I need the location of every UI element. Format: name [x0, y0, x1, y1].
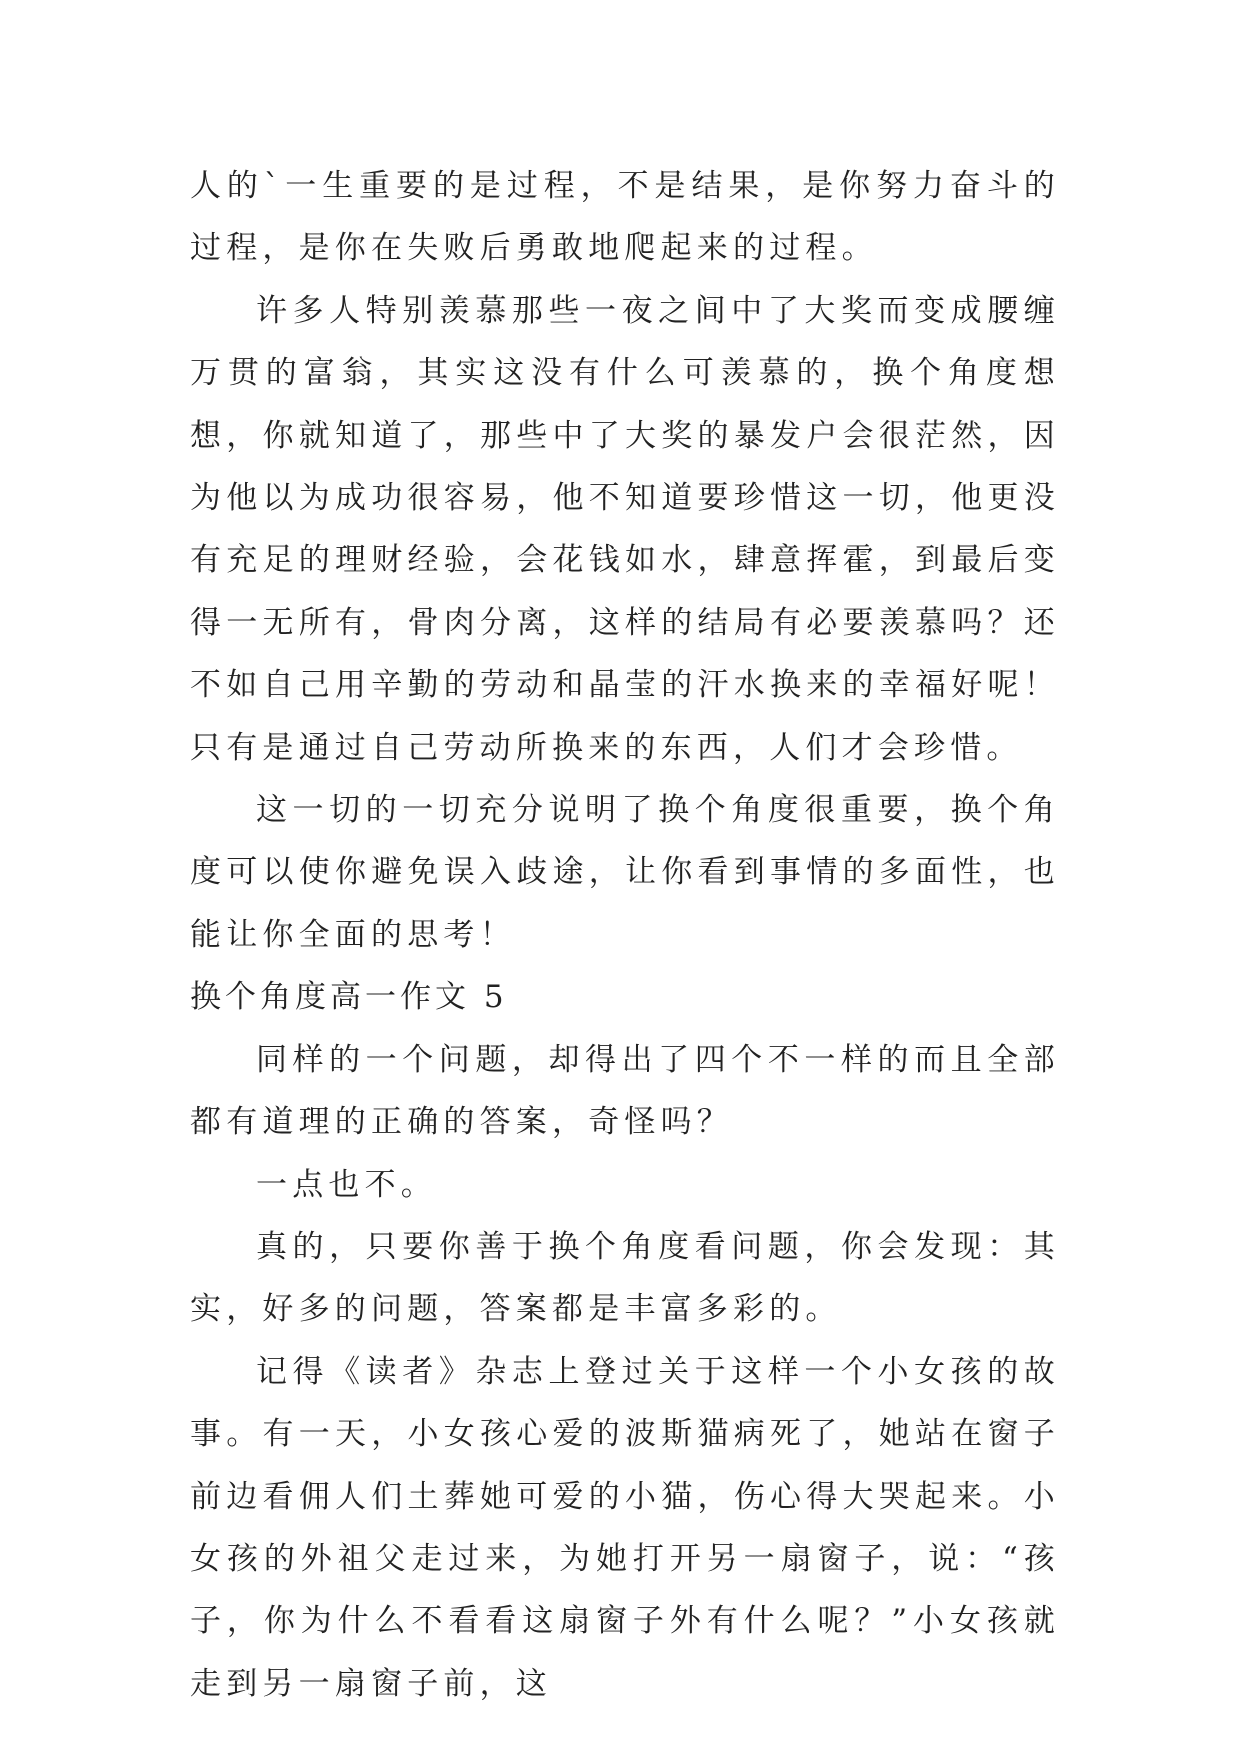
- document-body: [190, 155, 1060, 1715]
- section-heading: 换个角度高一作文 5: [190, 979, 508, 1016]
- paragraph: 同样的一个问题，却得出了四个不一样的而且全部都有道理的正确的答案，奇怪吗？: [190, 1041, 1060, 1141]
- paragraph-continuation: 人的`一生重要的是过程，不是结果，是你努力奋斗的过程，是你在失败后勇敢地爬起来的过程。: [190, 168, 1060, 267]
- paragraph: 记得《读者》杂志上登过关于这样一个小女孩的故事。有一天，小女孩心爱的波斯猫病死了，她站在窗子前边看佣人们土葬她可爱的小猫，伤心得大哭起来。小女孩的外祖父走过来，为她打开另一扇窗子，说：“孩子，你为什么不看看这扇窗子外有什么呢？”小女孩就走到另一扇窗子前，这: [190, 1353, 1060, 1702]
- paragraph: 这一切的一切充分说明了换个角度很重要，换个角度可以使你避免误入歧途，让你看到事情的多面性，也能让你全面的思考！: [190, 792, 1060, 953]
- paragraph: 真的，只要你善于换个角度看问题，你会发现：其实，好多的问题，答案都是丰富多彩的。: [190, 1228, 1060, 1328]
- paragraph: 一点也不。: [256, 1166, 437, 1203]
- paragraph: 许多人特别羡慕那些一夜之间中了大奖而变成腰缠万贯的富翁，其实这没有什么可羡慕的，换个角度想想，你就知道了，那些中了大奖的暴发户会很茫然，因为他以为成功很容易，他不知道要珍惜这一切，他更没有充足的理财经验，会花钱如水，肆意挥霍，到最后变得一无所有，骨肉分离，这样的结局有必要羡慕吗？还不如自己用辛勤的劳动和晶莹的汗水换来的幸福好呢！只有是通过自己劳动所换来的东西，人们才会珍惜。: [190, 292, 1060, 766]
